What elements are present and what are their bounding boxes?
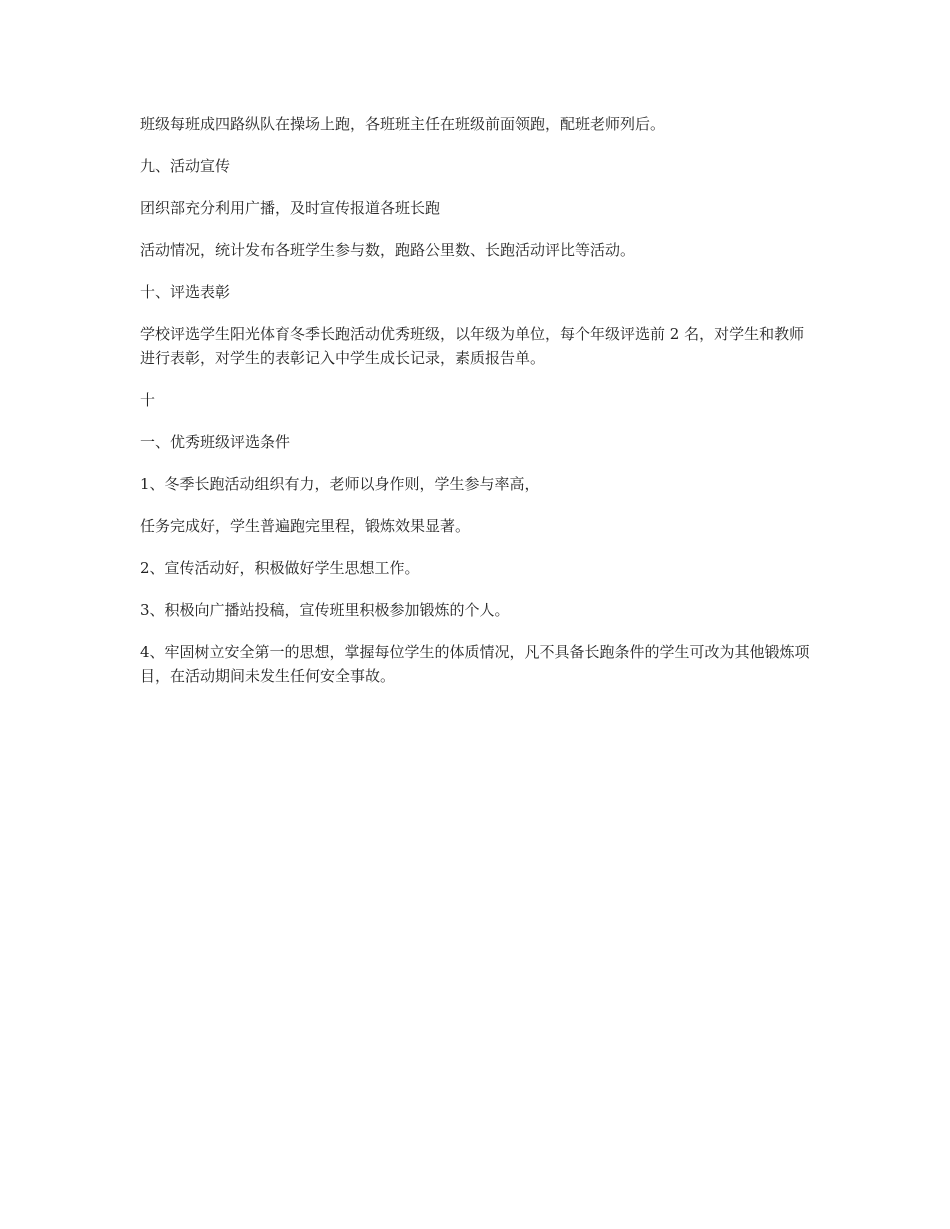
heading-publicity: 九、活动宣传 (140, 157, 231, 175)
heading-commendation: 十、评选表彰 (140, 283, 231, 301)
heading-eleven-part1: 十 (140, 391, 156, 409)
paragraph-commendation: 学校评选学生阳光体育冬季长跑活动优秀班级，以年级为单位，每个年级评选前 2 名，对学生和教师进行表彰，对学生的表彰记入中学生成长记录，素质报告单。 (140, 325, 805, 367)
paragraph-team-running: 班级每班成四路纵队在操场上跑，各班班主任在班级前面领跑，配班老师列后。 (140, 115, 666, 133)
criteria-item-3: 3、积极向广播站投稿，宣传班里积极参加锻炼的个人。 (140, 601, 510, 619)
criteria-item-1b: 任务完成好，学生普遍跑完里程，锻炼效果显著。 (140, 517, 471, 535)
paragraph-statistics: 活动情况，统计发布各班学生参与数，跑路公里数、长跑活动评比等活动。 (140, 241, 636, 259)
criteria-item-2: 2、宣传活动好，积极做好学生思想工作。 (140, 559, 420, 577)
criteria-item-1a: 1、冬季长跑活动组织有力，老师以身作则，学生参与率高， (140, 475, 540, 493)
criteria-item-4: 4、牢固树立安全第一的思想，掌握每位学生的体质情况，凡不具备长跑条件的学生可改为其他锻炼项目，在活动期间未发生任何安全事故。 (140, 643, 810, 685)
paragraph-broadcast: 团织部充分利用广播，及时宣传报道各班长跑 (140, 199, 441, 217)
heading-eleven-part2: 一、优秀班级评选条件 (140, 433, 291, 451)
document-body (140, 112, 810, 706)
